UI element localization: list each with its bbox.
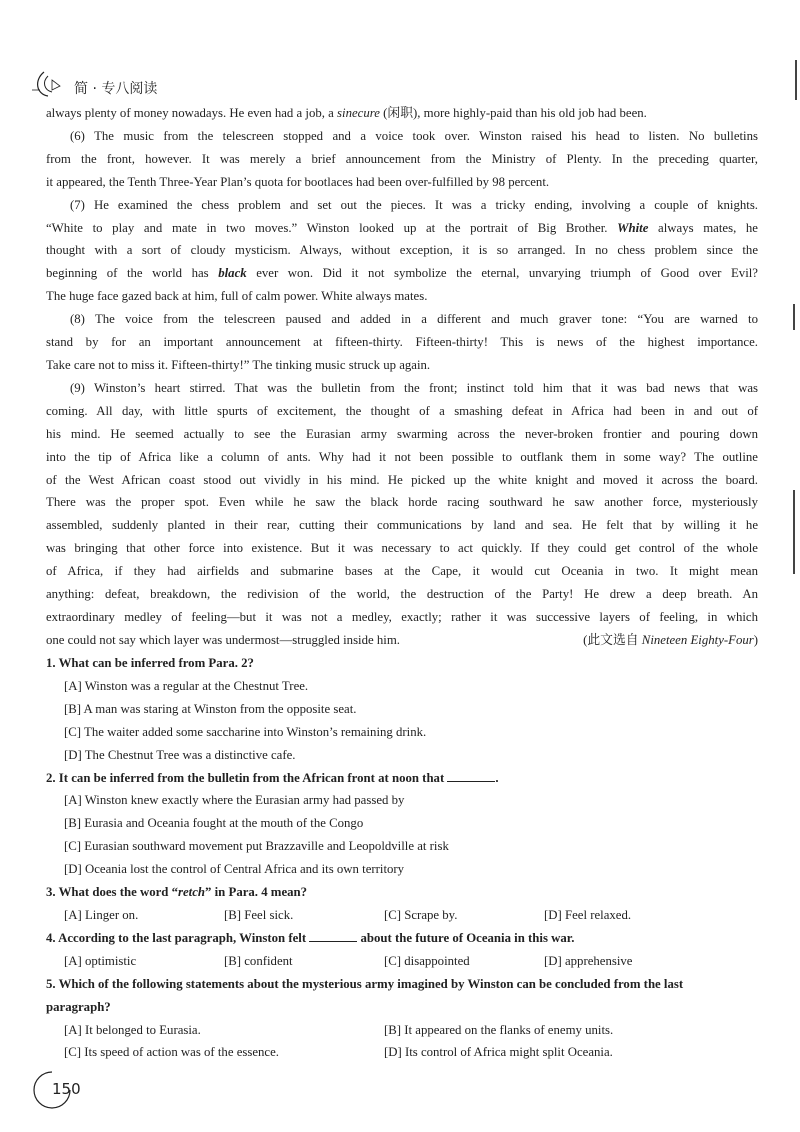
- scan-edge-mark: [793, 304, 795, 330]
- option-a: [A] Linger on.: [64, 907, 139, 922]
- question-4: [46, 927, 758, 973]
- passage: [46, 102, 758, 652]
- options-row: [46, 1041, 758, 1064]
- option-c: [C] The waiter added some saccharine into Winston’s remaining drink.: [64, 724, 427, 739]
- question-stem: 3. What does the word “retch” in Para. 4 mean?: [46, 885, 308, 900]
- question-stem: 5. Which of the following statements about the mysterious army imagined by Winston can be concluded from the last paragraph?: [46, 976, 684, 1014]
- option-d: [D] The Chestnut Tree was a distinctive cafe.: [64, 747, 296, 762]
- scan-edge-mark: [795, 60, 797, 100]
- questions: [46, 652, 758, 1064]
- header-title: 简 · 专八阅读: [74, 81, 158, 97]
- answer-blank: [447, 770, 495, 782]
- question-5: [46, 973, 758, 1065]
- option-d: [D] Oceania lost the control of Central Africa and its own territory: [64, 862, 405, 877]
- options-row: [46, 904, 758, 927]
- header-ornament-icon: [30, 66, 74, 102]
- paragraph-9: (9) Winston’s heart stirred. That was the bulletin from the front; instinct told him that it was bad news that was coming. All day, with little spurts of excitement, the thought of a smashing defeat in Africa had been in and out of his mind. He seemed actually to see the Eurasian army swarming across the never-broken frontier and pouring down into the tip of Africa like a column of ants. Why had it not been possible to outflank them in some way? The outline of the West African coast stood out vividly in his mind. He picked up the white knight and moved it across the board. There was the proper spot. Even while he saw the black horde racing southward he saw another force, mysteriously assembled, suddenly planted in their rear, cutting their communications by land and sea. He felt that by willing it he was bringing that other force into existence. But it was necessary to act quickly. If they could get control of the whole of Africa, if they had airfields and submarine bases at the Cape, it would cut Oceania in two. It might mean anything: defeat, breakdown, the redivision of the world, the destruction of the Party! He drew a deep breath. An extraordinary medley of feeling—but it was not a medley, exactly; rather it was successive layers of feeling, in which one could not say which layer was undermost—struggled inside him. (此文选自 Nineteen Eighty-Four): [46, 377, 758, 652]
- paragraph-5-end: always plenty of money nowadays. He even had a job, a sinecure (闲职), more highly-paid than his old job had been.: [46, 106, 647, 120]
- question-stem: 4. According to the last paragraph, Winston felt about the future of Oceania in this war.: [46, 930, 575, 945]
- option-c: [C] Its speed of action was of the essence.: [64, 1045, 279, 1060]
- option-a: [A] optimistic: [64, 953, 137, 968]
- question-1: [46, 652, 758, 767]
- option-b: [B] A man was staring at Winston from the opposite seat.: [64, 701, 357, 716]
- option-b: [B] Feel sick.: [224, 907, 294, 922]
- option-d: [D] apprehensive: [544, 953, 633, 968]
- option-c: [C] Eurasian southward movement put Brazzaville and Leopoldville at risk: [64, 839, 449, 854]
- option-c: [C] Scrape by.: [384, 907, 458, 922]
- page-header: [30, 66, 230, 106]
- option-a: [A] Winston was a regular at the Chestnut Tree.: [64, 678, 309, 693]
- source-citation: (此文选自 Nineteen Eighty-Four): [583, 632, 758, 647]
- option-b: [B] Eurasia and Oceania fought at the mouth of the Congo: [64, 816, 364, 831]
- question-3: [46, 881, 758, 927]
- scan-edge-mark: [793, 490, 795, 574]
- paragraph-8: (8) The voice from the telescreen paused and added in a different and much graver tone: “You are warned to stand by for an important announcement at fifteen-thirty. Fifteen-thirty! This is news of the highest importance. Take care not to miss it. Fifteen-thirty!” The tinking music struck up again.: [46, 312, 758, 372]
- question-stem: 2. It can be inferred from the bulletin from the African front at noon that .: [46, 770, 499, 785]
- page-number: 150: [30, 1068, 74, 1112]
- option-b: [B] It appeared on the flanks of enemy units.: [384, 1022, 614, 1037]
- option-d: [D] Feel relaxed.: [544, 907, 632, 922]
- answer-blank: [309, 930, 357, 942]
- question-stem: 1. What can be inferred from Para. 2?: [46, 656, 254, 670]
- source-line: one could not say which layer was undermost—struggled inside him. (此文选自 Nineteen Eighty-Four): [46, 629, 758, 652]
- option-b: [B] confident: [224, 953, 293, 968]
- question-2: [46, 767, 758, 882]
- paragraph-7: (7) He examined the chess problem and set out the pieces. It was a tricky ending, involving a couple of knights. “White to play and mate in two moves.” Winston looked up at the portrait of Big Brother. White always mates, he thought with a sort of cloudy mysticism. Always, without exception, it is so arranged. In no chess problem since the beginning of the world has black ever won. Did it not symbolize the eternal, unvarying triumph of Good over Evil? The huge face gazed back at him, full of calm power. White always mates.: [46, 197, 758, 304]
- option-a: [A] It belonged to Eurasia.: [64, 1022, 201, 1037]
- option-a: [A] Winston knew exactly where the Eurasian army had passed by: [64, 793, 405, 808]
- options-row: [46, 1019, 758, 1042]
- option-d: [D] Its control of Africa might split Oceania.: [384, 1045, 613, 1060]
- options-row: [46, 950, 758, 973]
- paragraph-6: (6) The music from the telescreen stopped and a voice took over. Winston raised his head to listen. No bulletins from the front, however. It was merely a brief announcement from the Ministry of Plenty. In the preceding quarter, it appeared, the Tenth Three-Year Plan’s quota for bootlaces had been over-fulfilled by 98 percent.: [46, 128, 758, 189]
- option-c: [C] disappointed: [384, 953, 470, 968]
